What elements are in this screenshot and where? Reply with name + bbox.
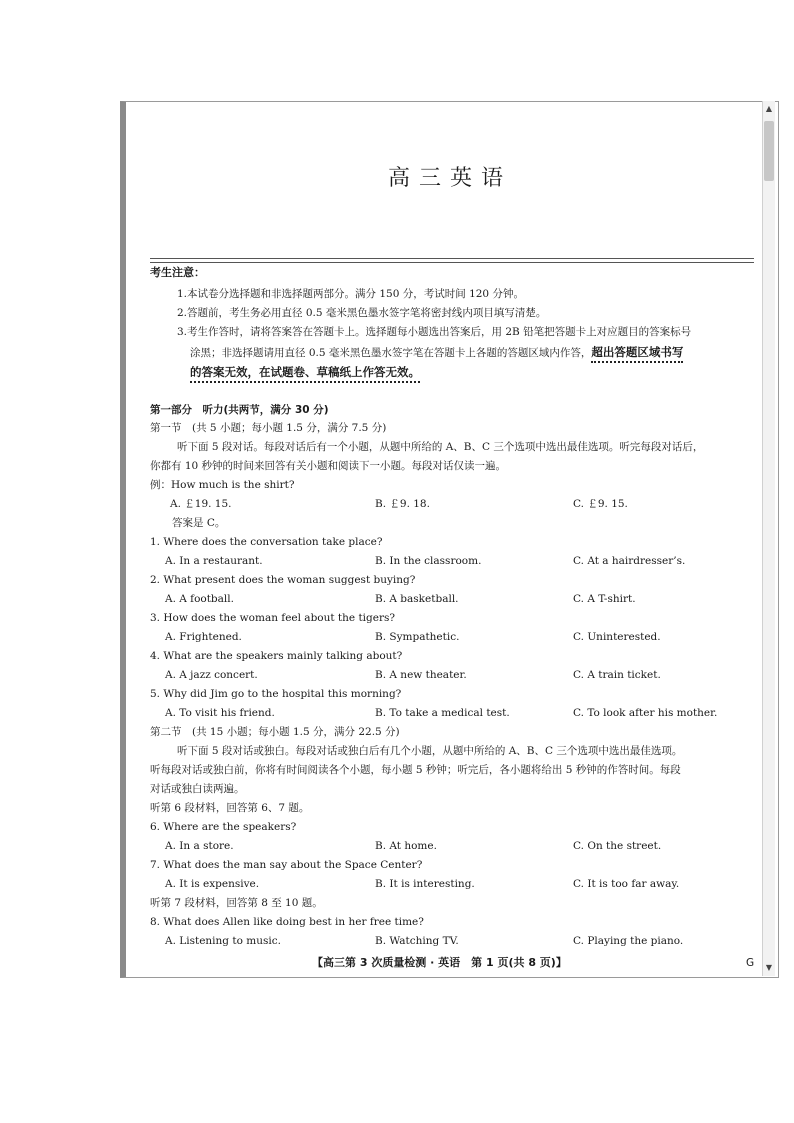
example-option-a: A. ￡19. 15. [170, 498, 232, 510]
question-7-option-c: C. It is too far away. [573, 878, 680, 890]
title-rule-bottom [150, 262, 754, 263]
page-footer: 【高三第 3 次质量检测 · 英语 第 1 页(共 8 页)】 [312, 956, 567, 969]
page-footer-code: G [746, 957, 755, 969]
question-6-option-c: C. On the street. [573, 840, 662, 852]
scroll-down-icon[interactable]: ▼ [765, 963, 773, 972]
question-6-option-b: B. At home. [375, 840, 437, 852]
example-answer: 答案是 C。 [172, 517, 226, 529]
question-3-option-b: B. Sympathetic. [375, 631, 460, 643]
question-1-option-b: B. In the classroom. [375, 555, 482, 567]
question-4-option-b: B. A new theater. [375, 669, 467, 681]
question-8-option-b: B. Watching TV. [375, 935, 459, 947]
part1-heading: 第一部分 听力(共两节，满分 30 分) [150, 404, 329, 416]
title-rule-top [150, 258, 754, 259]
question-2-option-c: C. A T-shirt. [573, 593, 636, 605]
notice-warning-1: 超出答题区域书写 [591, 345, 683, 363]
question-5-option-b: B. To take a medical test. [375, 707, 510, 719]
notice-warning-2-line [190, 365, 420, 379]
question-3-option-a: A. Frightened. [165, 631, 242, 643]
section2-instructions-1: 听下面 5 段对话或独白。每段对话或独白后有几个小题，从题中所给的 A、B、C 三个选项中选出最佳选项。 [177, 745, 683, 757]
question-8-option-a: A. Listening to music. [165, 935, 281, 947]
question-7: 7. What does the man say about the Space Center? [150, 859, 423, 871]
example-question: 例：How much is the shirt? [150, 479, 295, 491]
notice-item-3-line2 [190, 345, 683, 360]
question-6-option-a: A. In a store. [165, 840, 234, 852]
notice-heading: 考生注意： [150, 266, 205, 279]
example-option-b: B. ￡9. 18. [375, 498, 430, 510]
section1-instructions-2: 你都有 10 秒钟的时间来回答有关小题和阅读下一小题。每段对话仅读一遍。 [150, 460, 507, 472]
notice-item-2: 2.答题前，考生务必用直径 0.5 毫米黑色墨水签字笔将密封线内项目填写清楚。 [177, 307, 547, 319]
notice-item-1: 1.本试卷分选择题和非选择题两部分。满分 150 分，考试时间 120 分钟。 [177, 288, 524, 300]
question-4-option-c: C. A train ticket. [573, 669, 661, 681]
material-7-instruction: 听第 7 段材料，回答第 8 至 10 题。 [150, 897, 323, 909]
scroll-thumb[interactable] [764, 121, 774, 181]
question-4-option-a: A. A jazz concert. [165, 669, 258, 681]
section2-heading: 第二节 (共 15 小题；每小题 1.5 分，满分 22.5 分) [150, 726, 400, 738]
question-1-option-a: A. In a restaurant. [165, 555, 263, 567]
question-5: 5. Why did Jim go to the hospital this morning? [150, 688, 402, 700]
question-7-option-b: B. It is interesting. [375, 878, 475, 890]
question-5-option-a: A. To visit his friend. [165, 707, 275, 719]
question-4: 4. What are the speakers mainly talking about? [150, 650, 403, 662]
question-1: 1. Where does the conversation take place? [150, 536, 383, 548]
section2-instructions-2: 听每段对话或独白前，你将有时间阅读各个小题，每小题 5 秒钟；听完后，各小题将给出 5 秒钟的作答时间。每段 [150, 764, 681, 776]
question-2: 2. What present does the woman suggest buying? [150, 574, 416, 586]
question-8: 8. What does Allen like doing best in her free time? [150, 916, 424, 928]
material-6-instruction: 听第 6 段材料，回答第 6、7 题。 [150, 802, 310, 814]
section1-instructions-1: 听下面 5 段对话。每段对话后有一个小题，从题中所给的 A、B、C 三个选项中选出最佳选项。听完每段对话后， [177, 441, 704, 453]
page-title: 高三英语 [388, 166, 513, 191]
scroll-up-icon[interactable]: ▲ [765, 104, 773, 113]
question-8-option-c: C. Playing the piano. [573, 935, 684, 947]
question-7-option-a: A. It is expensive. [165, 878, 260, 890]
example-option-c: C. ￡9. 15. [573, 498, 628, 510]
question-3-option-c: C. Uninterested. [573, 631, 661, 643]
section1-heading: 第一节 (共 5 小题；每小题 1.5 分，满分 7.5 分) [150, 422, 387, 434]
notice-warning-2: 的答案无效，在试题卷、草稿纸上作答无效。 [190, 365, 420, 383]
question-3: 3. How does the woman feel about the tigers? [150, 612, 396, 624]
question-2-option-b: B. A basketball. [375, 593, 459, 605]
question-2-option-a: A. A football. [165, 593, 234, 605]
section2-instructions-3: 对话或独白读两遍。 [150, 783, 245, 795]
notice-item-3-line2-text: 涂黑；非选择题请用直径 0.5 毫米黑色墨水签字笔在答题卡上各题的答题区域内作答， [190, 347, 592, 359]
vertical-scrollbar[interactable] [762, 101, 775, 976]
question-1-option-c: C. At a hairdresser’s. [573, 555, 686, 567]
notice-item-3: 3.考生作答时，请将答案答在答题卡上。选择题每小题选出答案后，用 2B 铅笔把答题卡上对应题目的答案标号 [177, 326, 692, 338]
question-6: 6. Where are the speakers? [150, 821, 297, 833]
question-5-option-c: C. To look after his mother. [573, 707, 718, 719]
